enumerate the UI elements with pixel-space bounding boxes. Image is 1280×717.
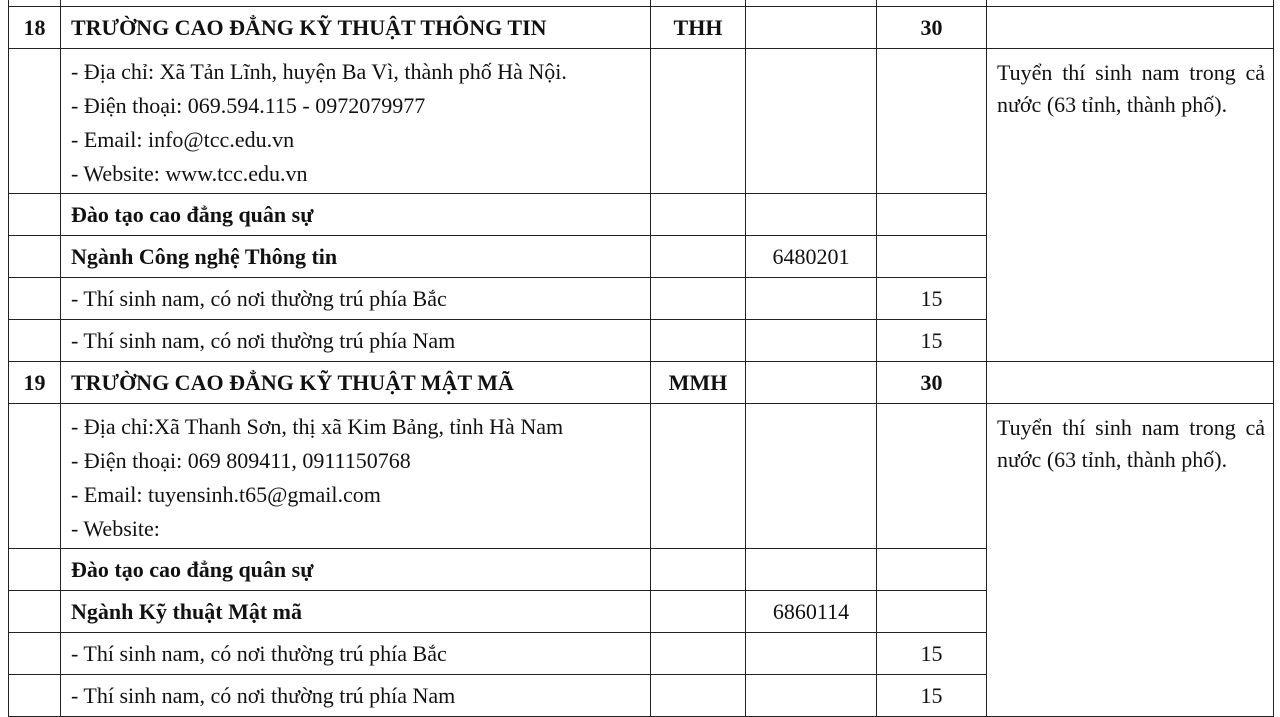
- school-name: TRƯỜNG CAO ĐẲNG KỸ THUẬT MẬT MÃ: [61, 362, 651, 404]
- school-info-row: [9, 49, 1274, 194]
- phone-line: - Điện thoại: 069.594.115 - 0972079977: [71, 93, 426, 118]
- note-cell-empty: [987, 7, 1274, 49]
- phone-line: - Điện thoại: 069 809411, 0911150768: [71, 448, 411, 473]
- total-quota: 30: [877, 362, 987, 404]
- quota-value: 15: [877, 633, 987, 675]
- major-code: 6860114: [746, 591, 877, 633]
- training-type: Đào tạo cao đẳng quân sự: [61, 194, 651, 236]
- major-name: Ngành Kỹ thuật Mật mã: [61, 591, 651, 633]
- total-quota: 30: [877, 7, 987, 49]
- major-name: Ngành Công nghệ Thông tin: [61, 236, 651, 278]
- quota-label: - Thí sinh nam, có nơi thường trú phía Nam: [61, 675, 651, 717]
- admission-note: Tuyển thí sinh nam trong cả nước (63 tỉnh, thành phố).: [987, 49, 1274, 362]
- school-number: 19: [9, 362, 61, 404]
- school-info-row: [9, 404, 1274, 549]
- admission-note: Tuyển thí sinh nam trong cả nước (63 tỉnh, thành phố).: [987, 404, 1274, 717]
- address-line: - Địa chỉ:Xã Thanh Sơn, thị xã Kim Bảng, tỉnh Hà Nam: [71, 414, 564, 439]
- school-code: MMH: [651, 362, 746, 404]
- quota-value: 15: [877, 675, 987, 717]
- website-line: - Website: www.tcc.edu.vn: [71, 161, 308, 186]
- address-line: - Địa chỉ: Xã Tản Lĩnh, huyện Ba Vì, thành phố Hà Nội.: [71, 59, 567, 84]
- note-cell-empty: [987, 362, 1274, 404]
- quota-label: - Thí sinh nam, có nơi thường trú phía Bắc: [61, 633, 651, 675]
- school-number: 18: [9, 7, 61, 49]
- school-header-row: [9, 7, 1274, 49]
- admissions-table: [8, 0, 1274, 717]
- email-line: - Email: tuyensinh.t65@gmail.com: [71, 482, 381, 507]
- school-name: TRƯỜNG CAO ĐẲNG KỸ THUẬT THÔNG TIN: [61, 7, 651, 49]
- training-type: Đào tạo cao đẳng quân sự: [61, 549, 651, 591]
- major-code-cell: [746, 362, 877, 404]
- school-contact-info: [61, 49, 651, 194]
- quota-label: - Thí sinh nam, có nơi thường trú phía Nam: [61, 320, 651, 362]
- website-line: - Website:: [71, 516, 160, 541]
- major-code: 6480201: [746, 236, 877, 278]
- quota-label: - Thí sinh nam, có nơi thường trú phía Bắc: [61, 278, 651, 320]
- email-line: - Email: info@tcc.edu.vn: [71, 127, 295, 152]
- school-code: THH: [651, 7, 746, 49]
- school-header-row: [9, 362, 1274, 404]
- quota-value: 15: [877, 278, 987, 320]
- quota-value: 15: [877, 320, 987, 362]
- school-contact-info: [61, 404, 651, 549]
- major-code-cell: [746, 7, 877, 49]
